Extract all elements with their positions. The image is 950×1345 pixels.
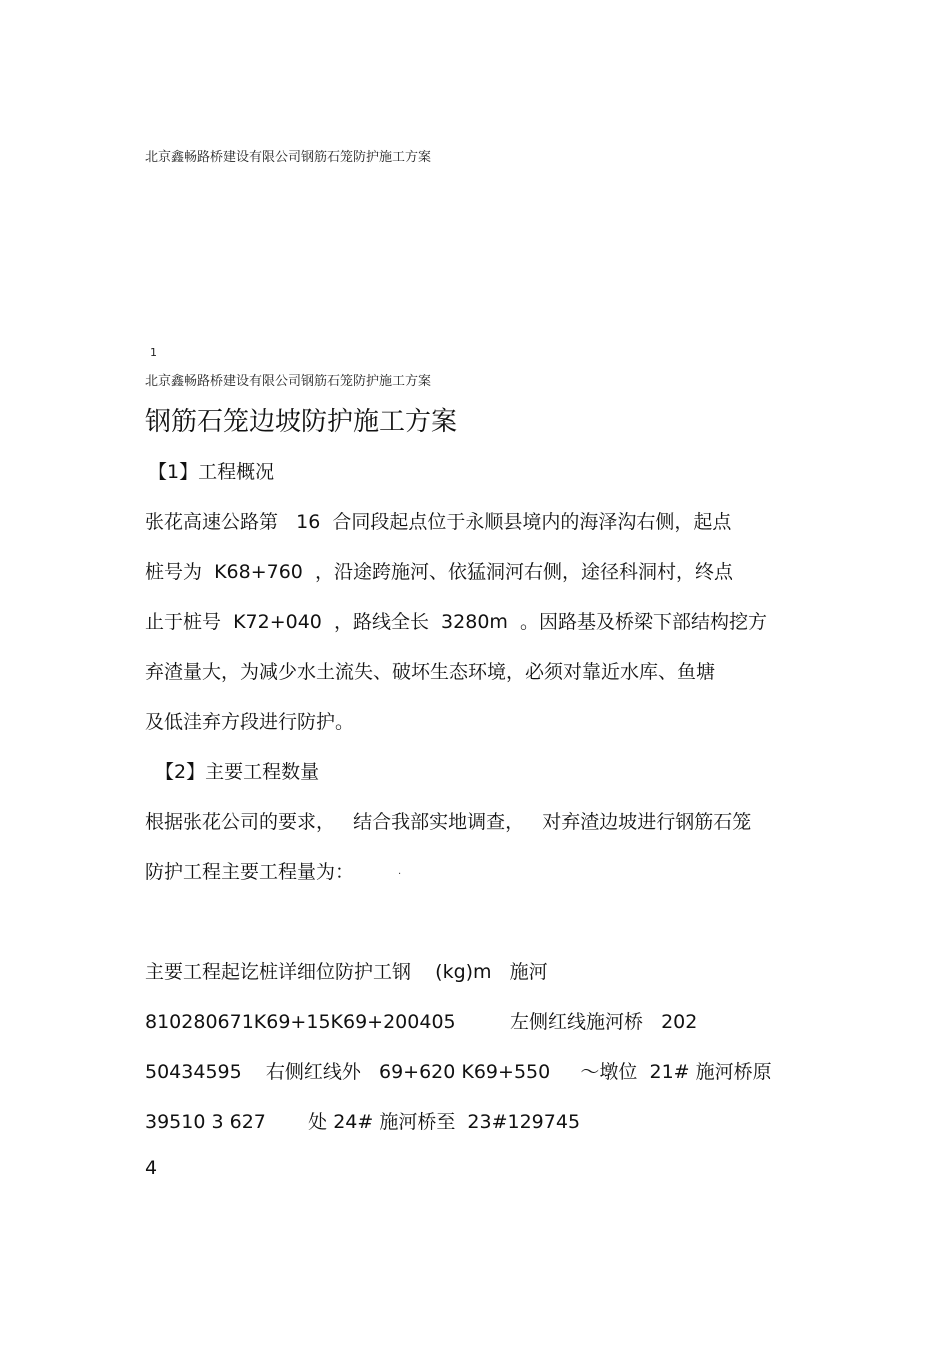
running-header: 北京鑫畅路桥建设有限公司钢筋石笼防护施工方案 [145, 150, 432, 165]
table-text-line: 39510 3 627 处 24# 施河桥至 23#129745 [145, 1111, 581, 1133]
page-number: 1 [150, 346, 157, 359]
running-header: 北京鑫畅路桥建设有限公司钢筋石笼防护施工方案 [145, 374, 432, 389]
table-text-line: 主要工程起讫桩详细位防护工钢 (kg)m 施河 [145, 961, 548, 983]
table-text-line: 50434595 右侧红线外 69+620 K69+550 ～墩位 21# 施河桥原 [145, 1061, 772, 1083]
paragraph-line: 及低洼弃方段进行防护。 [145, 711, 355, 733]
paragraph-line: 弃渣量大，为减少水土流失、破坏生态环境，必须对靠近水库、鱼塘 [145, 661, 716, 683]
document-title: 钢筋石笼边坡防护施工方案 [145, 407, 458, 437]
table-text-line: 4 [145, 1157, 158, 1179]
paragraph-line: 张花高速公路第 16 合同段起点位于永顺县境内的海泽沟右侧，起点 [145, 511, 732, 533]
paragraph-line: 防护工程主要工程量为： [145, 861, 355, 883]
stray-mark: . [398, 866, 402, 877]
paragraph-line: 桩号为 K68+760 ，沿途跨施河、依猛洞河右侧，途径科洞村，终点 [145, 561, 733, 583]
paragraph-line: 止于桩号 K72+040 ，路线全长 3280m 。因路基及桥梁下部结构挖方 [145, 611, 768, 633]
section-heading-quantities: 【2】主要工程数量 [155, 761, 320, 783]
section-heading-overview: 【1】工程概况 [148, 461, 275, 483]
paragraph-line: 根据张花公司的要求， 结合我部实地调查， 对弃渣边坡进行钢筋石笼 [145, 811, 752, 833]
table-text-line: 810280671K69+15K69+200405 左侧红线施河桥 202 [145, 1011, 698, 1033]
